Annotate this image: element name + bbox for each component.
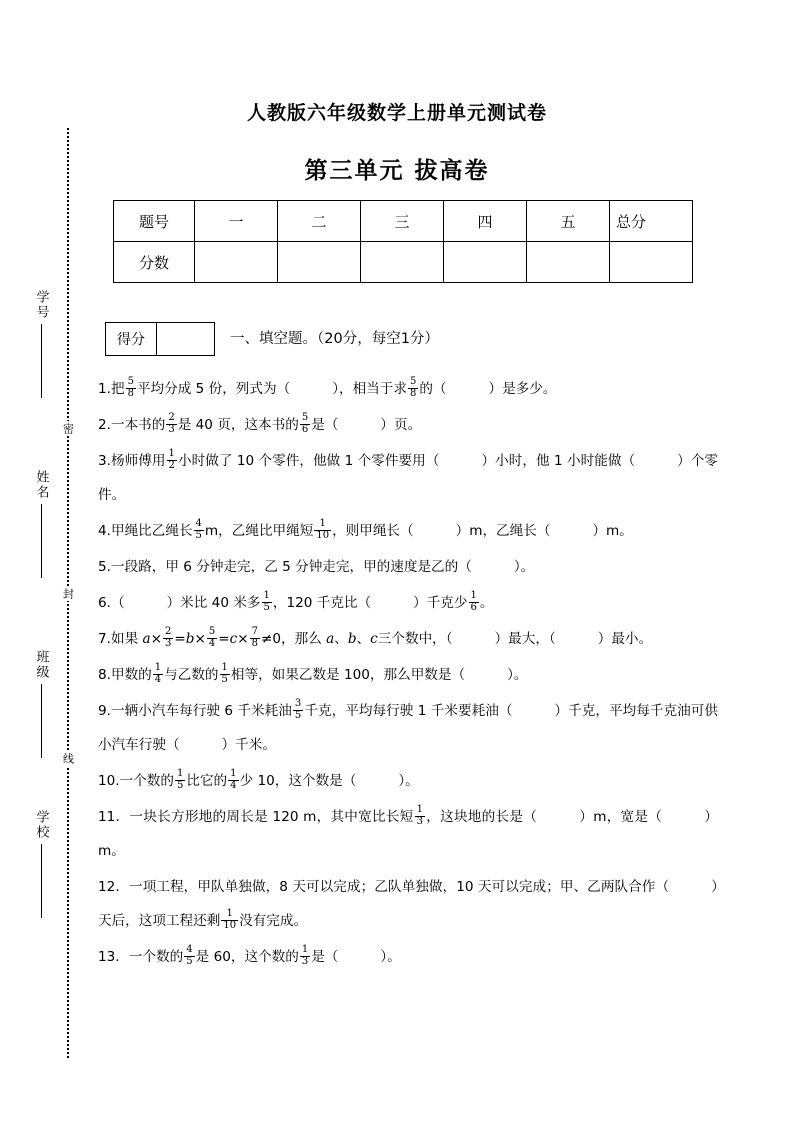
fraction-numerator: 1 [168, 448, 175, 460]
fraction-numerator: 7 [251, 626, 259, 638]
question-number: 2. [98, 417, 111, 433]
question-text: ）m，乙绳长（ [455, 523, 551, 539]
question-item [98, 372, 718, 406]
question-text: = [218, 631, 230, 647]
question-text: 甲数的 [110, 667, 152, 683]
question-text: 小时做了 10 个零件，他做 1 个零件要用（ [177, 453, 440, 469]
question-text: 是 60，这个数的 [195, 949, 299, 965]
answer-blank[interactable] [356, 764, 398, 798]
question-text: 是（ [311, 949, 339, 965]
question-list [98, 372, 718, 976]
page-subtitle: 第三单元 拔高卷 [304, 158, 490, 184]
fraction-numerator: 1 [230, 768, 237, 780]
fraction [175, 769, 185, 790]
fraction-denominator: 5 [195, 529, 202, 541]
question-number: 10. [98, 773, 120, 789]
fraction [300, 413, 310, 434]
score-table-row-label: 题号 [114, 201, 195, 242]
question-text: ）m，宽是（ [579, 809, 663, 825]
fraction-denominator: 3 [168, 423, 175, 435]
question-text: 相等，如果乙数是 100，那么甲数是（ [230, 667, 466, 683]
question-text: ）天后，这项工程还剩 [98, 879, 718, 929]
fraction-denominator: 8 [127, 387, 134, 399]
fraction-denominator: 4 [230, 779, 237, 791]
answer-blank[interactable] [537, 800, 579, 834]
question-text: 一块长方形地的周长是 120 m，其中宽比长短 [129, 809, 414, 825]
question-text: 比它的 [186, 773, 228, 789]
fraction [408, 377, 418, 398]
variable-symbol: a [142, 631, 151, 647]
question-text: 一辆小汽车每行驶 6 千米耗油 [110, 703, 292, 719]
fraction-numerator: 1 [154, 662, 162, 674]
fraction-numerator: 1 [177, 768, 184, 780]
seal-margin-fields [26, 270, 56, 970]
fraction-denominator: 8 [251, 637, 259, 649]
section-header-row [105, 322, 725, 356]
fraction-numerator: 1 [416, 804, 423, 816]
table-row [114, 242, 693, 283]
question-text: = [174, 631, 186, 647]
seal-char-1: 封 [61, 587, 75, 599]
question-text: 杨师傅用 [110, 453, 166, 469]
variable-symbol: b [185, 631, 195, 647]
question-text: × [194, 631, 206, 647]
fraction [300, 945, 310, 966]
fraction-numerator: 5 [409, 376, 417, 388]
question-text: ）米比 40 米多 [166, 595, 261, 611]
score-table-column-header: 一 [195, 201, 278, 242]
fraction [126, 377, 136, 398]
answer-blank[interactable] [338, 940, 380, 974]
seal-field-label: 学号 [33, 290, 49, 320]
seal-field-1 [26, 470, 56, 578]
score-table-score-cell[interactable] [527, 242, 610, 283]
question-text: ）个零件。 [98, 453, 719, 503]
seal-field-0 [26, 290, 56, 398]
question-item [98, 586, 718, 620]
answer-blank[interactable] [512, 694, 554, 728]
question-text: × [237, 631, 249, 647]
fraction [415, 805, 425, 826]
variable-symbol: c [370, 631, 378, 647]
seal-field-label: 班级 [33, 650, 49, 680]
question-text: ）小时，他 1 小时能做（ [481, 453, 636, 469]
fraction-numerator: 5 [301, 412, 309, 424]
question-text: 、 [356, 631, 371, 647]
fraction-numerator: 5 [208, 626, 216, 638]
seal-field-rule [41, 684, 42, 758]
question-number: 12． [98, 879, 130, 895]
seal-field-rule [41, 324, 42, 398]
question-text: ）最小。 [597, 631, 653, 647]
fraction-numerator: 2 [165, 626, 172, 638]
question-text: 与乙数的 [164, 667, 219, 683]
fraction [163, 627, 173, 648]
question-text: 三个数中，（ [377, 631, 453, 647]
fraction-denominator: 3 [301, 955, 309, 967]
fraction-numerator: 5 [127, 376, 134, 388]
question-item [98, 622, 718, 656]
defen-label: 得分 [106, 323, 157, 356]
fraction [221, 909, 238, 930]
question-number: 6. [98, 595, 111, 611]
answer-blank[interactable] [556, 622, 598, 656]
question-text: ）页。 [380, 417, 422, 433]
question-text: 。 [479, 595, 494, 611]
score-table-score-cell[interactable] [361, 242, 444, 283]
answer-blank[interactable] [472, 550, 514, 584]
fraction-denominator: 4 [208, 637, 216, 649]
question-number: 9. [98, 703, 111, 719]
score-table-score-cell[interactable] [278, 242, 361, 283]
question-text: 平均分成 5 份，列式为（ [136, 381, 291, 397]
question-text: ）千克，平均每千克油可供小汽车行驶（ [98, 703, 718, 753]
question-text: 如果 [110, 631, 143, 647]
fraction-denominator: 3 [416, 815, 423, 827]
seal-field-2 [26, 650, 56, 758]
question-item [98, 940, 718, 974]
question-text: 一个数的 [119, 773, 174, 789]
question-text: 、 [334, 631, 348, 647]
fraction [184, 945, 194, 966]
answer-blank[interactable] [180, 728, 222, 762]
question-text: ），相当于求 [332, 381, 407, 397]
question-item [98, 694, 718, 762]
fraction [469, 591, 479, 612]
fraction-denominator: 6 [470, 601, 477, 613]
question-text: ，这块地的长是（ [425, 809, 538, 825]
score-table-row-label: 分数 [114, 242, 195, 283]
question-text: 的（ [419, 381, 447, 397]
fraction-denominator: 5 [186, 955, 193, 967]
question-text: 一本书的 [110, 417, 166, 433]
seal-char-0: 密 [61, 422, 75, 434]
question-text: 一个数的 [128, 949, 184, 965]
score-entry-box [105, 322, 215, 356]
question-item [98, 408, 718, 442]
fraction-denominator: 3 [165, 637, 172, 649]
seal-field-rule [41, 844, 42, 918]
question-text: ）。 [507, 667, 528, 683]
question-text: ）千米。 [221, 737, 276, 753]
answer-blank[interactable] [125, 586, 167, 620]
answer-blank[interactable] [550, 514, 592, 548]
question-text: 没有完成。 [239, 913, 308, 929]
question-number: 5. [98, 559, 111, 575]
score-table-score-cell[interactable] [444, 242, 527, 283]
score-table-column-header: 二 [278, 201, 361, 242]
fraction [194, 519, 204, 540]
question-text: ）是多少。 [488, 381, 557, 397]
score-table-body [114, 201, 693, 283]
fraction-numerator: 1 [263, 590, 270, 602]
question-text: × [150, 631, 162, 647]
fraction [220, 663, 230, 684]
answer-blank[interactable] [447, 372, 489, 406]
question-item [98, 870, 718, 938]
seal-field-label: 姓名 [33, 470, 49, 500]
fraction [314, 519, 331, 540]
question-text: 一段路，甲 6 分钟走完，乙 5 分钟走完，甲的速度是乙的（ [110, 559, 472, 575]
question-text: ）。 [513, 559, 535, 575]
fraction [293, 699, 303, 720]
answer-blank[interactable] [453, 622, 495, 656]
question-text: 把 [110, 381, 125, 397]
fraction-numerator: 4 [186, 944, 193, 956]
fraction-denominator: 5 [294, 709, 302, 721]
answer-blank[interactable] [338, 408, 380, 442]
question-item [98, 550, 718, 584]
question-text: ≠0，那么 [261, 631, 327, 647]
question-number: 11． [98, 809, 130, 825]
question-number: 13． [98, 949, 129, 965]
fraction [250, 627, 260, 648]
fraction-denominator: 5 [221, 673, 228, 685]
fraction-numerator: 4 [195, 518, 202, 530]
variable-symbol: a [326, 631, 335, 647]
question-number: 1. [98, 381, 111, 397]
score-table [113, 200, 693, 283]
answer-blank[interactable] [414, 514, 456, 548]
fraction-numerator: 1 [226, 908, 233, 920]
answer-blank[interactable] [371, 586, 413, 620]
question-text: 少 10，这个数是（ [239, 773, 357, 789]
fraction-numerator: 3 [294, 698, 302, 710]
question-text: ）m。 [592, 523, 633, 539]
question-item [98, 764, 718, 798]
fraction-numerator: 2 [168, 412, 175, 424]
question-item [98, 800, 718, 868]
fraction-numerator: 1 [470, 590, 477, 602]
question-text: ，120 千克比（ [272, 595, 372, 611]
seal-line-dotted [67, 128, 69, 1058]
score-table-column-header: 总分 [610, 201, 693, 242]
fraction [166, 413, 176, 434]
question-text: 千克，平均每行驶 1 千米要耗油（ [304, 703, 513, 719]
fraction-numerator: 1 [221, 662, 228, 674]
fraction [153, 663, 163, 684]
score-table-score-cell[interactable] [195, 242, 278, 283]
question-number: 3. [98, 453, 111, 469]
section-heading: 一、填空题。（20分，每空1分） [230, 331, 439, 347]
fraction-denominator: 10 [316, 529, 330, 541]
question-text: m，乙绳比甲绳短 [204, 523, 314, 539]
page-title: 人教版六年级数学上册单元测试卷 [246, 102, 547, 124]
fraction-denominator: 6 [301, 423, 309, 435]
question-text: 是（ [311, 417, 339, 433]
fraction-denominator: 8 [409, 387, 417, 399]
question-text: 一项工程，甲队单独做，8 天可以完成；乙队单独做，10 天可以完成；甲、乙两队合作（ [129, 879, 670, 895]
fraction [228, 769, 238, 790]
fraction-denominator: 10 [223, 919, 237, 931]
fraction-denominator: 5 [263, 601, 270, 613]
question-item [98, 514, 718, 548]
seal-field-3 [26, 810, 56, 918]
fraction-numerator: 1 [301, 944, 309, 956]
variable-symbol: b [347, 631, 357, 647]
question-text: ）m。 [98, 809, 718, 859]
question-text: ）。 [398, 773, 419, 789]
seal-field-label: 学校 [33, 810, 49, 840]
fraction-denominator: 5 [177, 779, 184, 791]
score-table-column-header: 五 [527, 201, 610, 242]
question-text: ，则甲绳长（ [332, 523, 414, 539]
answer-blank[interactable] [439, 444, 481, 478]
answer-blank[interactable] [290, 372, 332, 406]
defen-value-cell[interactable] [157, 323, 215, 356]
answer-blank[interactable] [662, 800, 704, 834]
question-text: 甲绳比乙绳长 [110, 523, 193, 539]
question-text: （ [110, 595, 125, 611]
fraction [262, 591, 272, 612]
score-table-score-cell[interactable] [610, 242, 693, 283]
fraction-denominator: 4 [154, 673, 162, 685]
seal-char-2: 线 [61, 752, 75, 764]
fraction [207, 627, 217, 648]
question-item [98, 658, 718, 692]
variable-symbol: c [229, 631, 238, 647]
score-table-column-header: 三 [361, 201, 444, 242]
answer-blank[interactable] [465, 658, 507, 692]
question-number: 4. [98, 523, 111, 539]
question-number: 7. [98, 631, 111, 647]
table-row [114, 201, 693, 242]
seal-field-rule [41, 504, 42, 578]
fraction-numerator: 1 [319, 518, 326, 530]
answer-blank[interactable] [669, 870, 711, 904]
question-item [98, 444, 718, 512]
score-table-column-header: 四 [444, 201, 527, 242]
fraction-denominator: 2 [168, 459, 175, 471]
question-text: ）最大，（ [494, 631, 556, 647]
question-number: 8. [98, 667, 111, 683]
question-text: ）。 [380, 949, 401, 965]
question-text: 是 40 页，这本书的 [177, 417, 299, 433]
fraction [167, 449, 177, 470]
question-text: ）千克少 [413, 595, 468, 611]
answer-blank[interactable] [635, 444, 677, 478]
